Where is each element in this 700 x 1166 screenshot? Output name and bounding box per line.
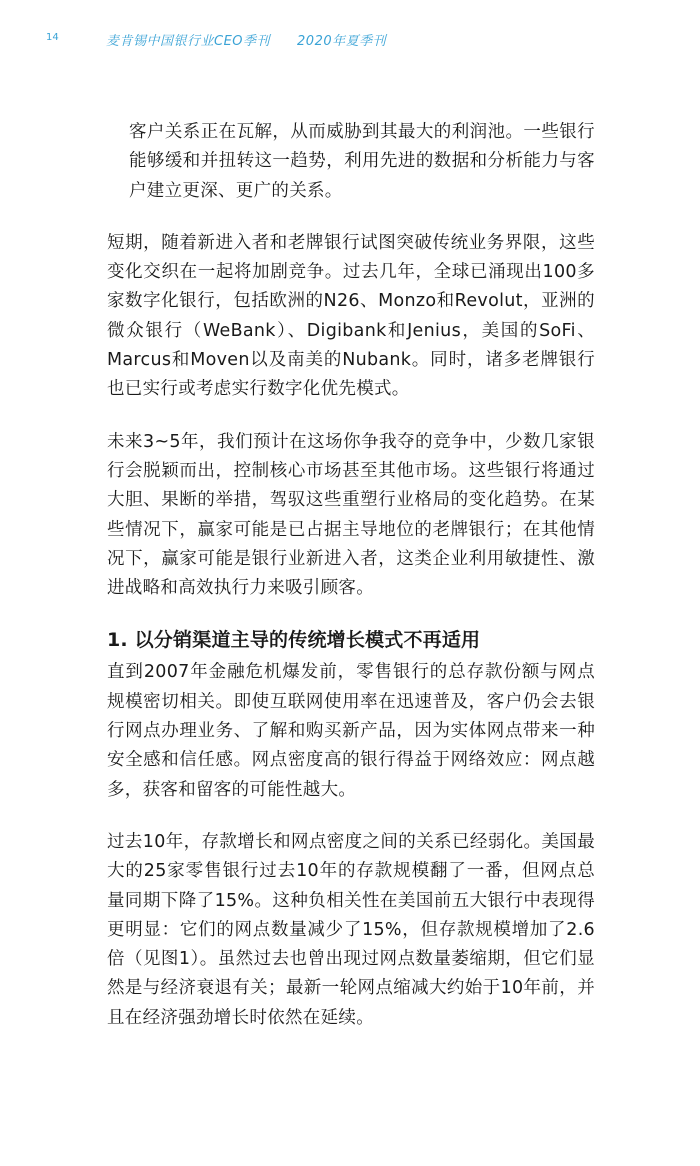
publication-title: 麦肯锡中国银行业CEO季刊 2020年夏季刊 [106, 34, 387, 49]
pull-quote: 客户关系正在瓦解，从而威胁到其最大的利润池。一些银行能够缓和并扭转这一趋势，利用先进的数据和分析能力与客户建立更深、更广的关系。 [129, 122, 595, 201]
page-header [0, 30, 700, 50]
paragraph-1: 短期，随着新进入者和老牌银行试图突破传统业务界限，这些变化交织在一起将加剧竞争。过去几年，全球已涌现出100多家数字化银行，包括欧洲的N26、Monzo和Revolut，亚洲的微众银行（WeBank）、Digibank和Jenius，美国的SoFi、Marcus和Moven以及南美的Nubank。同时，诸多老牌银行也已实行或考虑实行数字化优先模式。 [107, 232, 595, 400]
article-body [107, 118, 595, 1056]
section-heading: 1. 以分销渠道主导的传统增长模式不再适用 [107, 629, 481, 652]
paragraph-2: 未来3~5年，我们预计在这场你争我夺的竞争中，少数几家银行会脱颖而出，控制核心市场甚至其他市场。这些银行将通过大胆、果断的举措，驾驭这些重塑行业格局的变化趋势。在某些情况下，赢家可能是已占据主导地位的老牌银行；在其他情况下，赢家可能是银行业新进入者，这类企业利用敏捷性、激进战略和高效执行力来吸引顾客。 [107, 431, 595, 599]
page-number: 14 [46, 32, 59, 43]
section-paragraph-2: 过去10年，存款增长和网点密度之间的关系已经弱化。美国最大的25家零售银行过去10年的存款规模翻了一番，但网点总量同期下降了15%。这种负相关性在美国前五大银行中表现得更明显：它们的网点数量减少了15%，但存款规模增加了2.6倍（见图1）。虽然过去也曾出现过网点数量萎缩期，但它们显然是与经济衰退有关；最新一轮网点缩减大约始于10年前，并且在经济强劲增长时依然在延续。 [107, 831, 595, 1028]
section-paragraph-1: 直到2007年金融危机爆发前，零售银行的总存款份额与网点规模密切相关。即使互联网使用率在迅速普及，客户仍会去银行网点办理业务、了解和购买新产品，因为实体网点带来一种安全感和信任感。网点密度高的银行得益于网络效应：网点越多，获客和留客的可能性越大。 [107, 662, 595, 800]
